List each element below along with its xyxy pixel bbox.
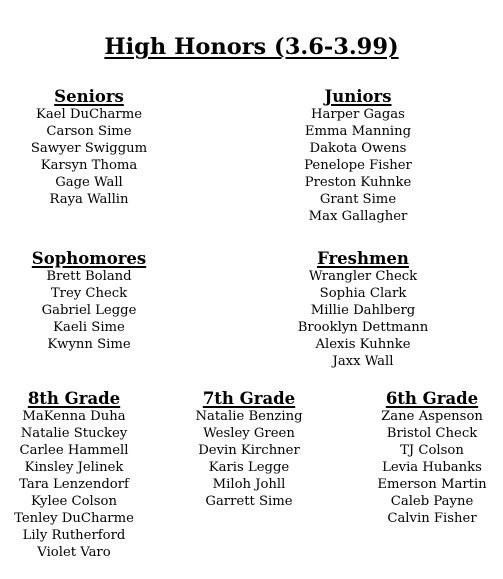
group-7th-grade <box>179 389 319 510</box>
student-name: Zane Aspenson <box>381 409 483 424</box>
group-heading: Seniors <box>54 87 124 106</box>
group-heading: Sophomores <box>31 249 147 268</box>
student-name: Brooklyn Dettmann <box>297 320 429 335</box>
student-name: Brett Boland <box>46 269 132 284</box>
student-name: Emma Manning <box>304 124 412 139</box>
student-name: Garrett Sime <box>205 494 293 509</box>
student-name: TJ Colson <box>400 443 464 458</box>
student-name: Calvin Fisher <box>387 511 477 526</box>
group-heading: 7th Grade <box>202 389 296 408</box>
group-heading: 8th Grade <box>27 389 121 408</box>
student-name: Natalie Benzing <box>195 409 303 424</box>
student-name: Kaeli Sime <box>53 320 125 335</box>
student-name: Raya Wallin <box>49 192 129 207</box>
name-list <box>288 268 438 370</box>
student-name: Natalie Stuckey <box>20 426 128 441</box>
student-name: Caleb Payne <box>390 494 474 509</box>
name-list <box>288 106 428 225</box>
student-name: Max Gallagher <box>308 209 408 224</box>
group-heading: Juniors <box>324 87 392 106</box>
group-juniors <box>288 87 428 225</box>
group-freshmen <box>288 249 438 370</box>
student-name: Tenley DuCharme <box>14 511 134 526</box>
student-name: Miloh Johll <box>212 477 286 492</box>
student-name: Karis Legge <box>208 460 290 475</box>
page-title: High Honors (3.6-3.99) <box>104 34 399 60</box>
student-name: Carson Sime <box>46 124 132 139</box>
student-name: Tara Lenzendorf <box>19 477 129 492</box>
group-seniors <box>19 87 159 208</box>
student-name: Grant Sime <box>319 192 397 207</box>
name-list <box>4 408 144 561</box>
student-name: Kinsley Jelinek <box>24 460 124 475</box>
student-name: Sawyer Swiggum <box>30 141 148 156</box>
student-name: Kwynn Sime <box>47 337 131 352</box>
student-name: Bristol Check <box>386 426 478 441</box>
group-heading: 6th Grade <box>385 389 479 408</box>
student-name: Wrangler Check <box>308 269 418 284</box>
student-name: MaKenna Duha <box>22 409 126 424</box>
student-name: Preston Kuhnke <box>304 175 412 190</box>
student-name: Wesley Green <box>203 426 295 441</box>
student-name: Trey Check <box>50 286 128 301</box>
student-name: Levia Hubanks <box>382 460 482 475</box>
student-name: Lily Rutherford <box>22 528 126 543</box>
student-name: Violet Varo <box>37 545 111 560</box>
student-name: Karsyn Thoma <box>40 158 138 173</box>
student-name: Alexis Kuhnke <box>315 337 411 352</box>
group-6th-grade <box>364 389 500 527</box>
group-sophomores <box>19 249 159 353</box>
student-name: Jaxx Wall <box>332 354 394 369</box>
student-name: Sophia Clark <box>319 286 407 301</box>
student-name: Kylee Colson <box>31 494 117 509</box>
student-name: Devin Kirchner <box>198 443 300 458</box>
student-name: Gabriel Legge <box>41 303 137 318</box>
student-name: Kael DuCharme <box>35 107 143 122</box>
student-name: Penelope Fisher <box>304 158 412 173</box>
group-8th-grade <box>4 389 144 561</box>
student-name: Emerson Martin <box>377 477 487 492</box>
name-list <box>364 408 500 527</box>
student-name: Millie Dahlberg <box>310 303 416 318</box>
name-list <box>19 106 159 208</box>
name-list <box>19 268 159 353</box>
student-name: Dakota Owens <box>309 141 407 156</box>
student-name: Harper Gagas <box>311 107 405 122</box>
group-heading: Freshmen <box>317 249 409 268</box>
student-name: Gage Wall <box>55 175 123 190</box>
student-name: Carlee Hammell <box>19 443 129 458</box>
name-list <box>179 408 319 510</box>
